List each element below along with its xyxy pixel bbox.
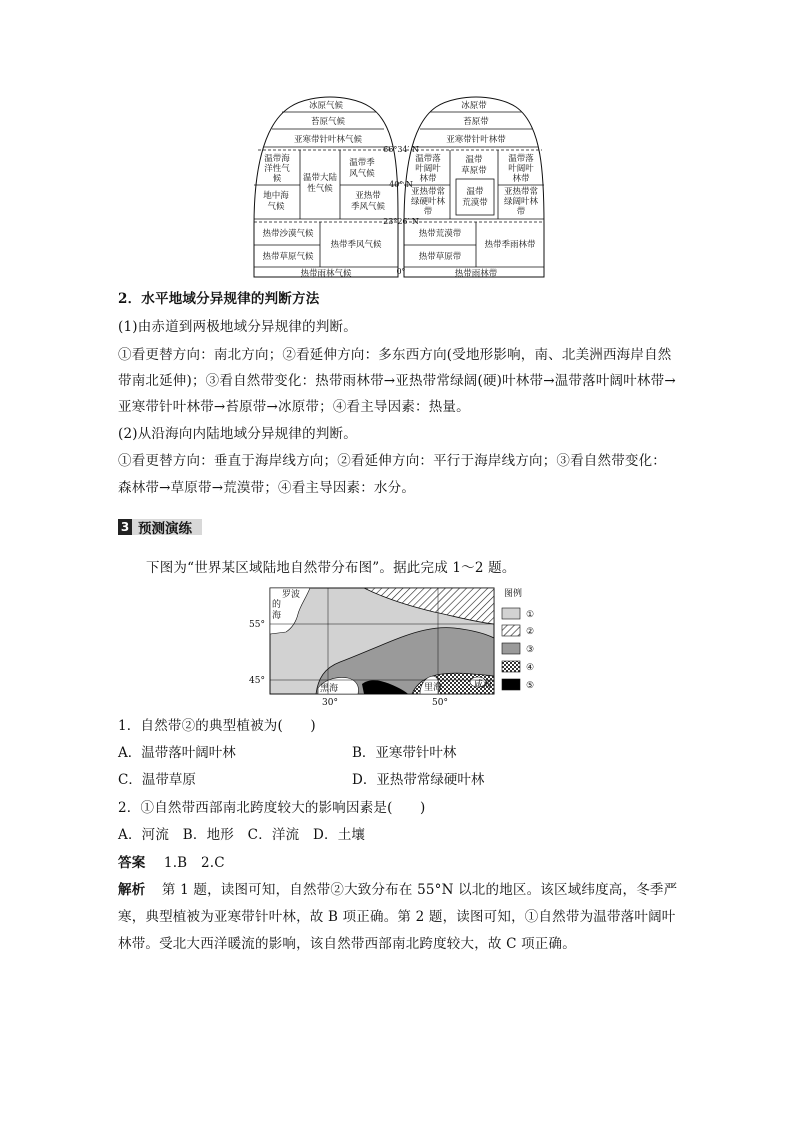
left-mc-2: 性气候 bbox=[307, 184, 333, 194]
left-trop-2: 热带草原气候 bbox=[262, 252, 314, 262]
right-mlb-2: 绿硬叶林 bbox=[410, 197, 446, 207]
map-lat-45: 45° bbox=[249, 676, 265, 686]
left-mlt-1: 温带海 bbox=[264, 154, 290, 164]
legend-swatch-5 bbox=[502, 679, 520, 690]
map-label-baltic-3: 海 bbox=[272, 611, 282, 621]
map-lon-50: 50° bbox=[432, 698, 448, 708]
left-equator: 热带雨林气候 bbox=[300, 269, 352, 279]
right-mrt-3: 林带 bbox=[512, 174, 530, 184]
right-mlb-1: 亚热带常 bbox=[410, 187, 446, 197]
right-trop-right: 热带季雨林带 bbox=[484, 240, 536, 250]
section3-title: 预测演练 bbox=[132, 519, 202, 535]
section2-p1-line1: ①看更替方向：南北方向；②看延伸方向：多东西方向(受地形影响，南、北美洲西海岸自然 bbox=[118, 347, 672, 363]
left-trop-right: 热带季风气候 bbox=[330, 240, 382, 250]
lat-66: 66°34′ N bbox=[383, 145, 419, 154]
right-mlb-3: 带 bbox=[423, 207, 433, 217]
left-row-2: 苔原气候 bbox=[310, 117, 346, 127]
section2-p1-line2: 带南北延伸)；③看自然带变化：热带雨林带→亚热带常绿阔(硬)叶林带→温带落叶阔叶林带→ bbox=[118, 373, 676, 389]
section3-number: 3 bbox=[118, 519, 132, 535]
q1-option-d[interactable]: D．亚热带常绿硬叶林 bbox=[352, 772, 485, 788]
section3-intro: 下图为“世界某区域陆地自然带分布图”。据此完成 1～2 题。 bbox=[146, 560, 516, 576]
right-equator: 热带雨林带 bbox=[454, 269, 498, 279]
map-label-aral: 咸海 bbox=[474, 680, 493, 690]
legend-swatch-2 bbox=[502, 625, 520, 636]
left-mrt-1: 温带季 bbox=[349, 158, 375, 168]
left-mrb-1: 亚热带 bbox=[355, 191, 381, 201]
left-mlb-2: 气候 bbox=[267, 202, 285, 212]
left-trop-1: 热带沙漠气候 bbox=[262, 229, 314, 239]
right-trop-1: 热带荒漠带 bbox=[418, 229, 462, 239]
right-mct-2: 草原带 bbox=[461, 166, 487, 176]
analysis-text-1: 第 1 题，读图可知，自然带②大致分布在 55°N 以北的地区。该区域纬度高，冬季严 bbox=[161, 882, 678, 898]
map-label-black-sea: 黑海 bbox=[320, 684, 339, 694]
legend-label-1: ① bbox=[526, 610, 535, 620]
answer-label: 答案 bbox=[118, 855, 146, 871]
lat-23: 23°26′ N bbox=[383, 217, 419, 226]
section3-heading bbox=[118, 519, 202, 535]
legend-swatch-1 bbox=[502, 608, 520, 619]
analysis-line-3: 林带。受北大西洋暖流的影响，该自然带西部南北跨度较大，故 C 项正确。 bbox=[118, 936, 576, 952]
map-label-baltic-1: 罗波 bbox=[282, 590, 301, 600]
right-mlt-1: 温带落 bbox=[415, 154, 441, 164]
section2-p1-title: (1)由赤道到两极地域分异规律的判断。 bbox=[118, 319, 357, 335]
section2-p2-title: (2)从沿海向内陆地域分异规律的判断。 bbox=[118, 426, 357, 442]
left-mlt-3: 候 bbox=[272, 174, 282, 184]
legend-label-2: ② bbox=[526, 627, 535, 637]
section2-p1-line3: 亚寒带针叶林带→苔原带→冰原带；④看主导因素：热量。 bbox=[118, 399, 470, 415]
right-row-1: 冰原带 bbox=[461, 101, 487, 111]
right-row-3: 亚寒带针叶林带 bbox=[446, 135, 506, 145]
right-mct-1: 温带 bbox=[465, 155, 483, 165]
left-mlt-2: 洋性气 bbox=[264, 164, 290, 174]
right-mcb-1: 温带 bbox=[466, 187, 484, 197]
legend-label-3: ③ bbox=[526, 645, 535, 655]
left-mc-1: 温带大陆 bbox=[302, 173, 338, 183]
analysis-line-1 bbox=[118, 880, 677, 900]
q2-options[interactable]: A．河流 B．地形 C．洋流 D．土壤 bbox=[118, 827, 366, 843]
right-mlt-3: 林带 bbox=[419, 174, 437, 184]
left-mlb-1: 地中海 bbox=[263, 191, 289, 201]
section2-p2-line1: ①看更替方向：垂直于海岸线方向；②看延伸方向：平行于海岸线方向；③看自然带变化： bbox=[118, 453, 666, 469]
legend-label-5: ⑤ bbox=[526, 681, 535, 691]
left-row-3: 亚寒带针叶林气候 bbox=[293, 135, 363, 145]
right-mcb-2: 荒漠带 bbox=[462, 198, 488, 208]
right-mrb-1: 亚热带常 bbox=[503, 187, 539, 197]
legend-swatch-4 bbox=[502, 661, 520, 672]
right-mlt-2: 叶阔叶 bbox=[415, 164, 441, 174]
answer-line bbox=[118, 853, 225, 873]
legend-swatch-3 bbox=[502, 643, 520, 654]
question-2: 2．①自然带西部南北跨度较大的影响因素是( ) bbox=[118, 800, 426, 816]
right-mrt-2: 叶阔叶 bbox=[508, 164, 534, 174]
analysis-line-2: 寒，典型植被为亚寒带针叶林，故 B 项正确。第 2 题，读图可知，①自然带为温带落叶阔叶 bbox=[118, 909, 676, 925]
right-trop-2: 热带草原带 bbox=[418, 252, 462, 262]
answer-text: 1.B 2.C bbox=[163, 855, 225, 871]
right-mrb-2: 绿阔叶林 bbox=[503, 197, 539, 207]
lat-40: 40° N bbox=[389, 180, 413, 189]
lat-0: 0° bbox=[396, 267, 406, 276]
natural-belt-map bbox=[244, 584, 544, 710]
map-legend-title: 图例 bbox=[504, 589, 523, 599]
analysis-label: 解析 bbox=[118, 882, 146, 898]
left-row-1: 冰原气候 bbox=[308, 101, 344, 111]
left-mrb-2: 季风气候 bbox=[350, 202, 386, 212]
right-mrb-3: 带 bbox=[516, 207, 526, 217]
right-mrt-1: 温带落 bbox=[508, 154, 534, 164]
q1-option-a[interactable]: A．温带落叶阔叶林 bbox=[118, 745, 236, 761]
legend-label-4: ④ bbox=[526, 663, 535, 673]
map-label-caspian: 里海 bbox=[424, 683, 443, 693]
map-lon-30: 30° bbox=[322, 698, 338, 708]
right-row-2: 苔原带 bbox=[463, 117, 489, 127]
q1-option-b[interactable]: B．亚寒带针叶林 bbox=[352, 745, 457, 761]
question-1: 1．自然带②的典型植被为( ) bbox=[118, 718, 316, 734]
map-label-baltic-2: 的 bbox=[272, 600, 282, 610]
left-mrt-2: 风气候 bbox=[349, 169, 375, 179]
section2-heading: 2．水平地域分异规律的判断方法 bbox=[118, 291, 320, 307]
map-lat-55: 55° bbox=[249, 620, 265, 630]
q1-option-c[interactable]: C．温带草原 bbox=[118, 772, 196, 788]
climate-belt-diagram bbox=[250, 95, 550, 280]
section2-p2-line2: 森林带→草原带→荒漠带；④看主导因素：水分。 bbox=[118, 480, 416, 496]
